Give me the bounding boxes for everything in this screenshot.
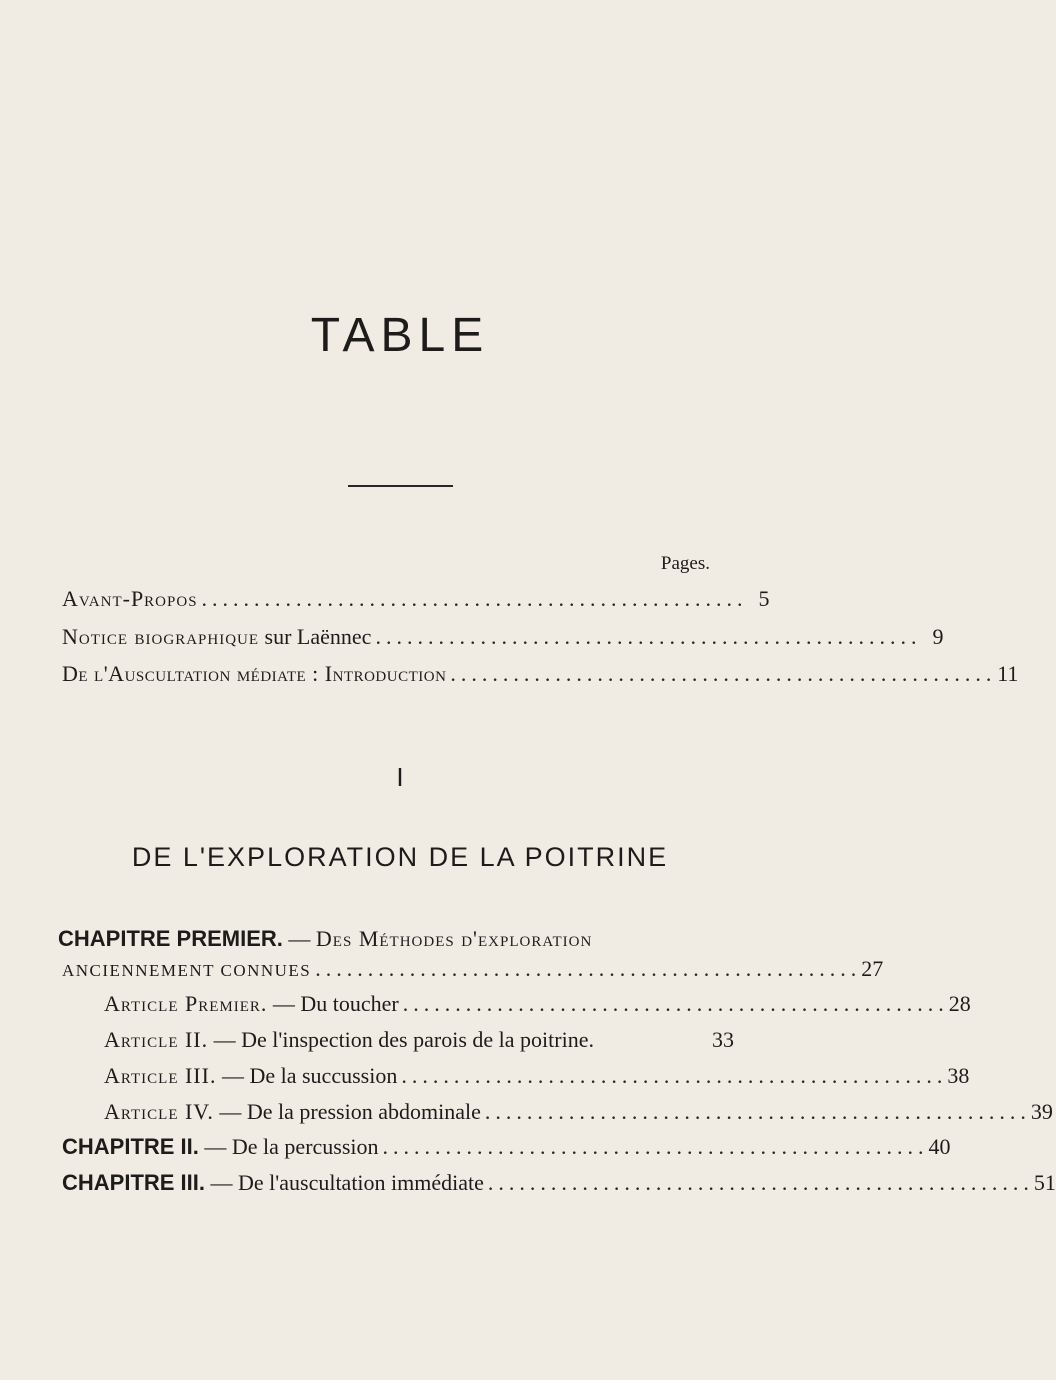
toc-entry-label <box>104 1027 594 1053</box>
toc-entry-page: 40 <box>928 1134 951 1159</box>
article-head: Article III. <box>104 1063 217 1088</box>
toc-entry-page: 33 <box>712 1027 734 1052</box>
chapter-text: — De la percussion <box>198 1134 379 1159</box>
part-number: I <box>396 762 404 792</box>
toc-entry-page: 28 <box>948 991 971 1016</box>
toc-entry-chapter-3[interactable] <box>62 1170 1056 1200</box>
dot-leader: .................................................... <box>484 1099 1031 1124</box>
dot-leader: .................................................... <box>450 661 997 686</box>
dot-leader: .................................................... <box>487 1170 1034 1195</box>
chapter-text: — De l'auscultation immédiate <box>205 1170 484 1195</box>
toc-entry-label <box>62 1134 379 1160</box>
toc-entry-chapter-1[interactable] <box>62 956 884 986</box>
toc-entry-label: Avant-Propos <box>62 586 198 611</box>
article-text: — De l'inspection des parois de la poitrine. <box>208 1027 594 1052</box>
chapter-1-label: CHAPITRE PREMIER. <box>58 926 283 951</box>
toc-entry-page: 5 <box>758 586 770 611</box>
chapter-1-heading-line[interactable] <box>58 926 748 952</box>
dot-leader: .................................................... <box>315 956 862 981</box>
toc-entry-page: 51 <box>1033 1170 1056 1195</box>
part-title: DE L'EXPLORATION DE LA POITRINE <box>131 842 669 872</box>
chapter-label: CHAPITRE III. <box>62 1170 206 1195</box>
article-head: Article IV. <box>104 1099 214 1124</box>
chapter-1-dash: — <box>282 926 316 951</box>
toc-entry-label <box>104 991 399 1017</box>
dot-leader: .................................................... <box>201 586 748 611</box>
toc-entry-label-rest: sur Laënnec <box>259 624 372 649</box>
toc-entry-notice[interactable] <box>62 624 944 654</box>
toc-entry-label-smallcaps: Notice biographique <box>62 624 260 649</box>
article-head: Article II. <box>104 1027 209 1052</box>
chapter-1-title-continued: ANCIENNEMENT CONNUES <box>62 961 312 980</box>
toc-entry-article-2[interactable] <box>104 1027 734 1057</box>
article-head: Article Premier. <box>104 991 268 1016</box>
dot-leader: .................................................... <box>375 624 922 649</box>
article-text: — De la pression abdominale <box>213 1099 481 1124</box>
dot-leader: .................................................... <box>402 991 949 1016</box>
toc-entry-page: 9 <box>932 624 944 649</box>
toc-entry-page: 27 <box>861 956 884 981</box>
dot-leader: .................................................... <box>382 1134 929 1159</box>
toc-entry-label: De l'Auscultation médiate : Introduction <box>62 661 447 686</box>
title-rule <box>348 485 453 487</box>
toc-entry-page: 39 <box>1030 1099 1053 1124</box>
toc-entry-label <box>62 624 371 650</box>
toc-entry-page: 11 <box>997 661 1019 686</box>
pages-column-heading: Pages. <box>660 553 710 574</box>
toc-entry-chapter-2[interactable] <box>62 1134 951 1164</box>
article-text: — De la succussion <box>216 1063 398 1088</box>
toc-entry-article-4[interactable] <box>104 1099 1053 1129</box>
toc-entry-page: 38 <box>947 1063 970 1088</box>
chapter-1-title: Des Méthodes d'exploration <box>315 926 593 951</box>
page-title: TABLE <box>310 309 490 362</box>
dot-leader: .................................................... <box>401 1063 948 1088</box>
toc-entry-label <box>62 1170 484 1196</box>
toc-entry-introduction[interactable] <box>62 661 1019 691</box>
toc-entry-label <box>104 1063 397 1089</box>
toc-entry-article-1[interactable] <box>104 991 971 1021</box>
article-text: — Du toucher <box>267 991 399 1016</box>
toc-entry-article-3[interactable] <box>104 1063 970 1093</box>
toc-entry-label <box>104 1099 481 1125</box>
chapter-label: CHAPITRE II. <box>62 1134 199 1159</box>
toc-entry-avant-propos[interactable] <box>62 586 770 616</box>
